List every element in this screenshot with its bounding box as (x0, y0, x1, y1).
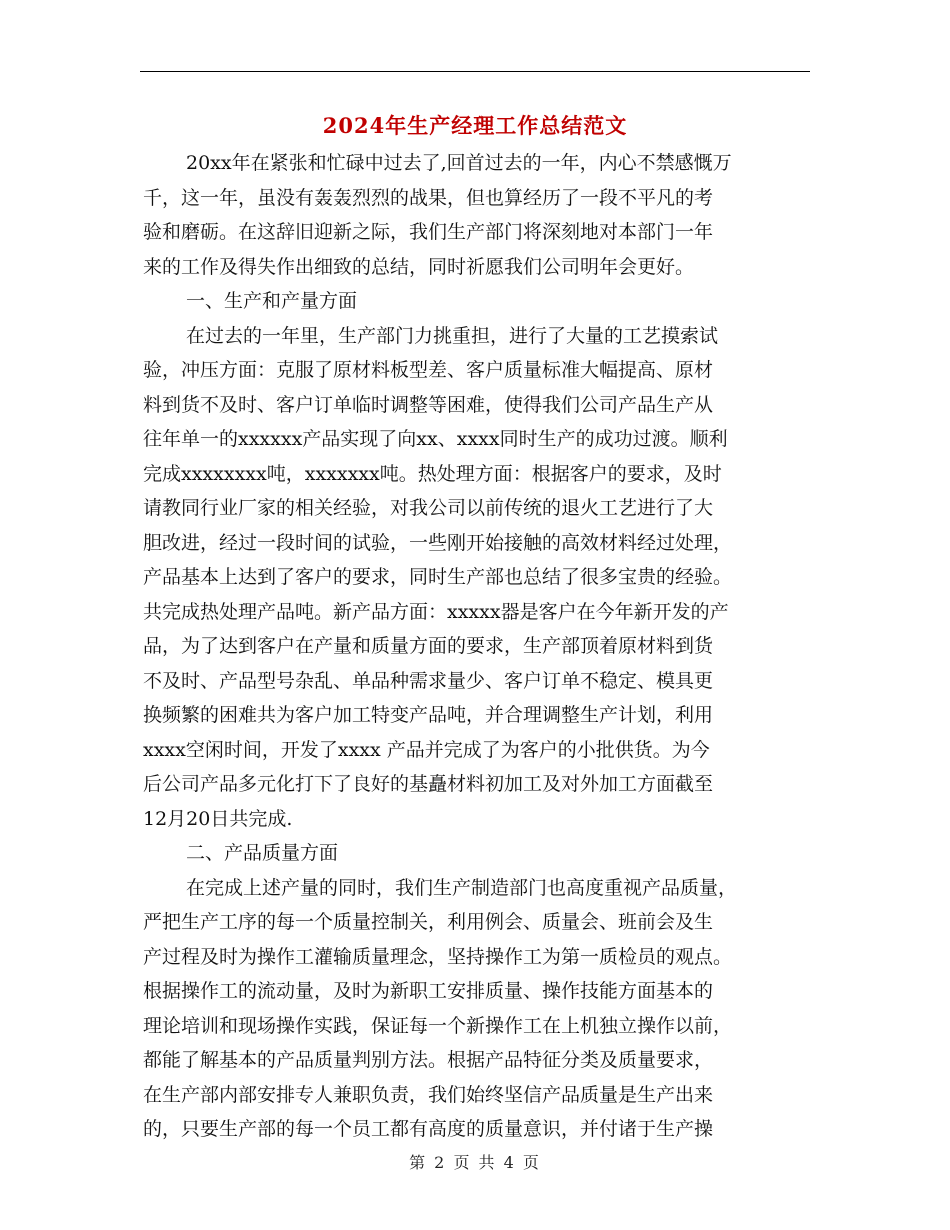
paragraph-line: 都能了解基本的产品质量判别方法。根据产品特征分类及质量要求， (143, 1049, 714, 1071)
paragraph-line: 共完成热处理产品吨。新产品方面：xxxxx器是客户在今年新开发的产 (143, 600, 729, 623)
paragraph-line: 后公司产品多元化打下了良好的基矗材料初加工及对外加工方面截至 (143, 773, 714, 795)
section-heading: 二、产品质量方面 (186, 842, 339, 864)
header-rule (140, 71, 810, 72)
paragraph-line: 根据操作工的流动量，及时为新职工安排质量、操作技能方面基本的 (143, 980, 714, 1002)
paragraph-line: 在完成上述产量的同时，我们生产制造部门也高度重视产品质量， (186, 876, 738, 899)
page-number: 第 2 页 共 4 页 (409, 1153, 541, 1172)
paragraph-line: 产品基本上达到了客户的要求，同时生产部也总结了很多宝贵的经验。 (143, 566, 733, 588)
paragraph-line: 换频繁的困难共为客户加工特变产品吨，并合理调整生产计划，利用 (143, 704, 714, 726)
paragraph-line: 在生产部内部安排专人兼职负责，我们始终坚信产品质量是生产出来 (143, 1083, 714, 1106)
section-heading: 一、生产和产量方面 (186, 290, 358, 312)
paragraph-line: 理论培训和现场操作实践，保证每一个新操作工在上机独立操作以前， (143, 1014, 733, 1037)
document-body (143, 146, 811, 1147)
paragraph-line: 20xx年在紧张和忙碌中过去了,回首过去的一年，内心不禁感慨万 (186, 152, 732, 174)
paragraph-line: 往年单一的xxxxxx产品实现了向xx、xxxx同时生产的成功过渡。顺利 (143, 428, 728, 450)
paragraph-line: 的，只要生产部的每一个员工都有高度的质量意识，并付诸于生产操 (143, 1118, 714, 1140)
paragraph-line: xxxx空闲时间，开发了xxxx 产品并完成了为客户的小批供货。为今 (143, 738, 710, 761)
paragraph-line: 12月20日共完成. (143, 807, 293, 830)
paragraph-line: 完成xxxxxxxx吨，xxxxxxx吨。热处理方面：根据客户的要求，及时 (143, 462, 722, 485)
paragraph-line: 在过去的一年里，生产部门力挑重担，进行了大量的工艺摸索试 (186, 324, 719, 347)
paragraph-line: 品，为了达到客户在产量和质量方面的要求，生产部顶着原材料到货 (143, 635, 714, 657)
paragraph-line: 产过程及时为操作工灌输质量理念，坚持操作工为第一质检员的观点。 (143, 945, 733, 968)
paragraph-line: 验，冲压方面：克服了原材料板型差、客户质量标准大幅提高、原材 (143, 359, 714, 381)
paragraph-line: 胆改进，经过一段时间的试验，一些刚开始接触的高效材料经过处理， (143, 531, 733, 554)
paragraph-line: 请教同行业厂家的相关经验，对我公司以前传统的退火工艺进行了大 (143, 497, 714, 519)
paragraph-line: 验和磨砺。在这辞旧迎新之际，我们生产部门将深刻地对本部门一年 (143, 221, 714, 243)
paragraph-line: 严把生产工序的每一个质量控制关，利用例会、质量会、班前会及生 (143, 911, 714, 933)
paragraph-line: 来的工作及得失作出细致的总结，同时祈愿我们公司明年会更好。 (143, 255, 695, 278)
paragraph-line: 千，这一年，虽没有轰轰烈烈的战果，但也算经历了一段不平凡的考 (143, 186, 714, 209)
paragraph-line: 料到货不及时、客户订单临时调整等困难，使得我们公司产品生产从 (143, 393, 714, 416)
paragraph-line: 不及时、产品型号杂乱、单品种需求量少、客户订单不稳定、模具更 (143, 669, 714, 692)
document-title: 2024年生产经理工作总结范文 (322, 113, 628, 138)
